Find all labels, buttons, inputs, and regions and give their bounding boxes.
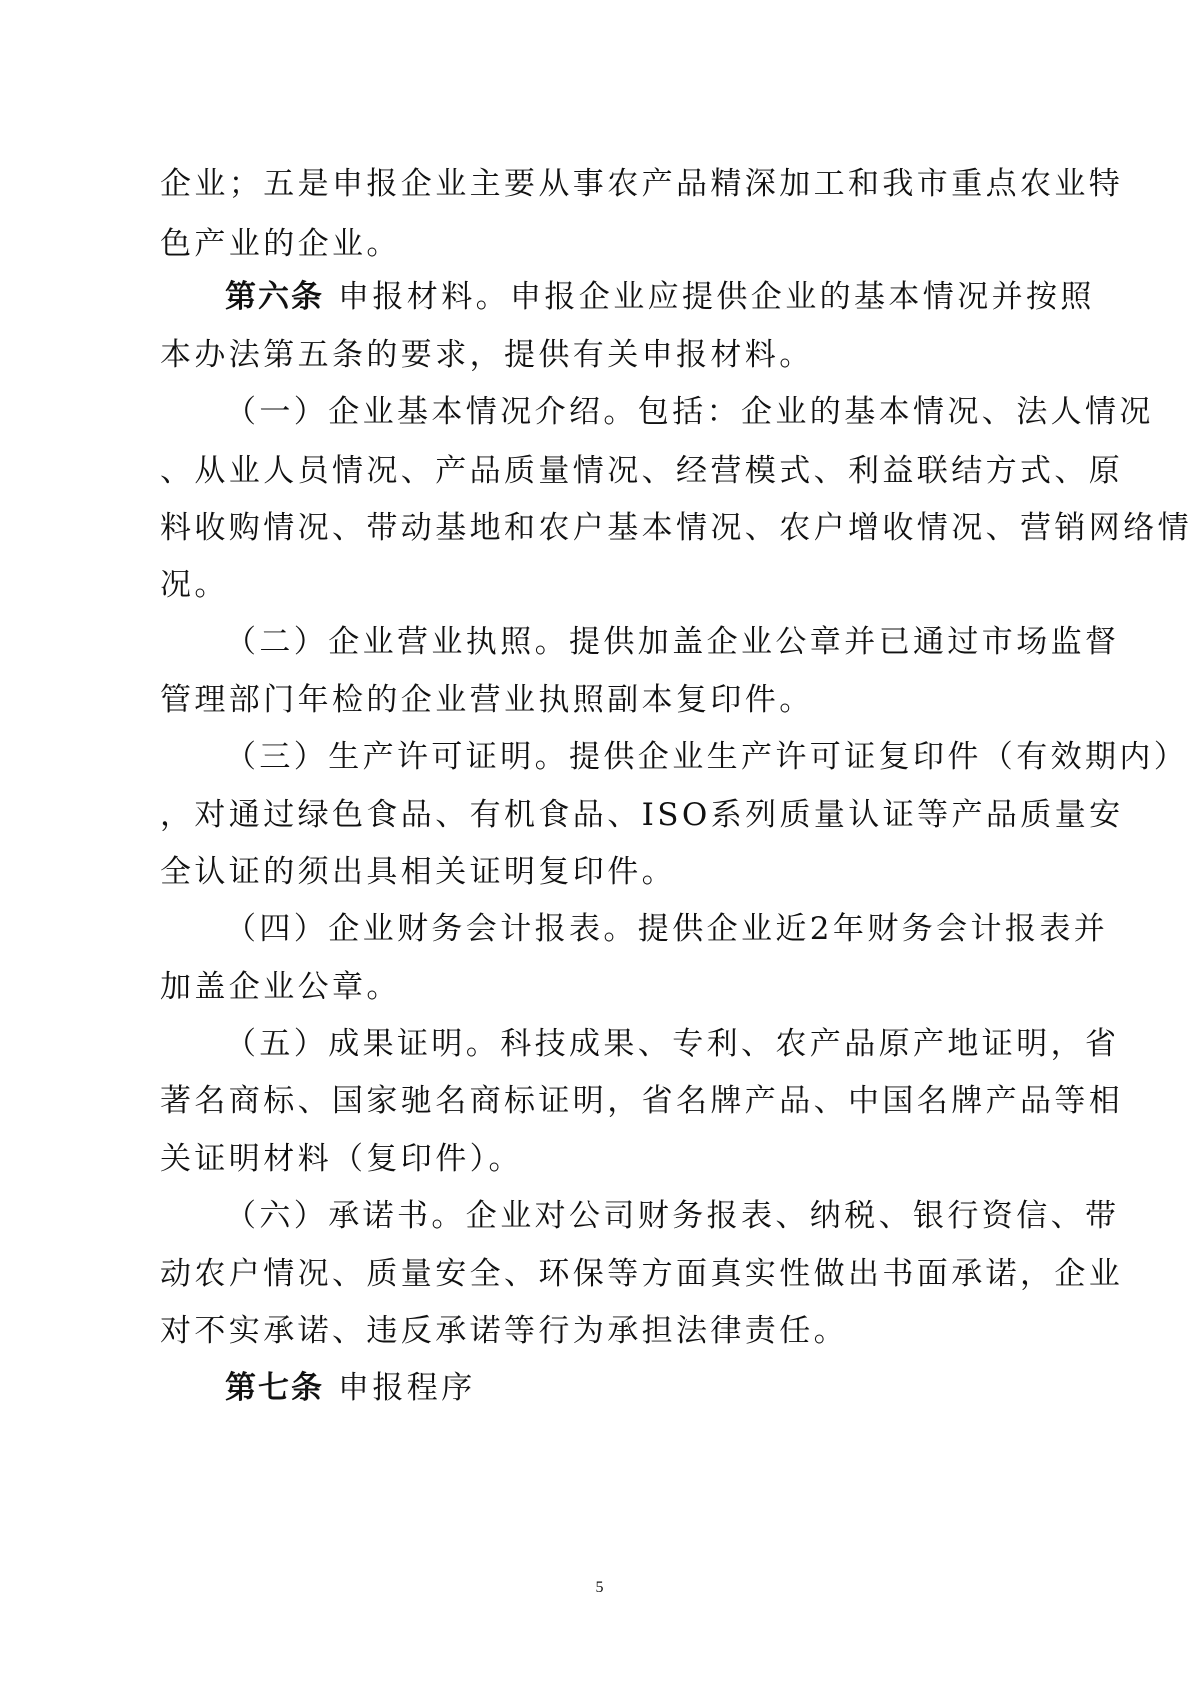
paragraph-line: 全认证的须出具相关证明复印件。 — [160, 854, 676, 890]
paragraph-line: （二）企业营业执照。提供加盖企业公章并已通过市场监督 — [225, 624, 1120, 660]
paragraph-line: 企业；五是申报企业主要从事农产品精深加工和我市重点农业特 — [160, 166, 1124, 202]
page-number: 5 — [595, 1579, 604, 1596]
paragraph-line: 料收购情况、带动基地和农户基本情况、农户增收情况、营销网络情 — [160, 510, 1192, 546]
article-heading: 第七条 — [225, 1370, 324, 1406]
paragraph-line: 对不实承诺、违反承诺等行为承担法律责任。 — [160, 1313, 848, 1349]
paragraph-line: （六）承诺书。企业对公司财务报表、纳税、银行资信、带 — [225, 1198, 1120, 1234]
article-6-line: 第六条 申报材料。申报企业应提供企业的基本情况并按照 — [225, 279, 1095, 315]
paragraph-line: 色产业的企业。 — [160, 226, 401, 262]
paragraph-line: 况。 — [160, 567, 229, 603]
paragraph-line: （三）生产许可证明。提供企业生产许可证复印件（有效期内） — [225, 739, 1189, 775]
paragraph-line: （一）企业基本情况介绍。包括：企业的基本情况、法人情况 — [225, 394, 1154, 430]
paragraph-line: （五）成果证明。科技成果、专利、农产品原产地证明，省 — [225, 1026, 1120, 1062]
paragraph-line: 加盖企业公章。 — [160, 969, 401, 1005]
paragraph-line: 本办法第五条的要求，提供有关申报材料。 — [160, 337, 814, 373]
paragraph-line: （四）企业财务会计报表。提供企业近2年财务会计报表并 — [225, 911, 1109, 947]
paragraph-line: 管理部门年检的企业营业执照副本复印件。 — [160, 682, 814, 718]
paragraph-line: 、从业人员情况、产品质量情况、经营模式、利益联结方式、原 — [160, 453, 1124, 489]
article-heading: 第六条 — [225, 279, 324, 315]
article-7-line: 第七条 申报程序 — [225, 1370, 476, 1406]
paragraph-line: 动农户情况、质量安全、环保等方面真实性做出书面承诺，企业 — [160, 1256, 1124, 1292]
paragraph-line: ，对通过绿色食品、有机食品、ISO系列质量认证等产品质量安 — [160, 797, 1124, 833]
paragraph-line: 著名商标、国家驰名商标证明，省名牌产品、中国名牌产品等相 — [160, 1083, 1124, 1119]
paragraph-line: 关证明材料（复印件）。 — [160, 1141, 523, 1177]
